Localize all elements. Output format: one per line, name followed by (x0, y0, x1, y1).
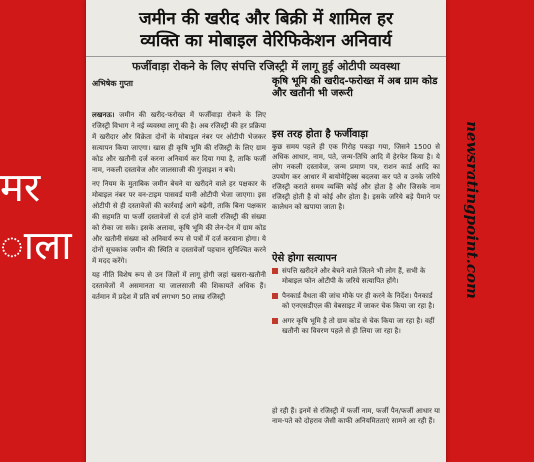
headline-line2: व्यक्ति का मोबाइल वेरिफिकेशन अनिवार्य (140, 31, 392, 51)
paragraph-2: नए नियम के मुताबिक जमीन बेचने या खरीदने वाले हर पक्षकार के मोबाइल नंबर पर वन-टाइम पासवर्ड यानी ओटीपी भेजा जाएगा। इस ओटीपी से ही दस्तावेजों की कार्रवाई आगे बढ़ेगी, ताकि बिना पक्षकार की सहमति या फर्जी दस्तावेजों से दर्ज होने वाली रजिस्ट्री की संख्या को रोका जा सके। इसके अलावा, कृषि भूमि की लेन-देन में ग्राम कोड और खतौनी संख्या को अनिवार्य रूप से पत्रों में दर्ज करवाना होगा। ये दोनों सूचकांक जमीन की स्थिति व दस्तावेजों पहचान सुनिश्चित करने में मदद करेंगे। (92, 180, 266, 265)
headline (86, 0, 446, 52)
sidebar-title: कृषि भूमि की खरीद-फरोख्त में अब ग्राम कोड और खतौनी भी जरूरी (272, 76, 438, 99)
side-text-line2: ाला (0, 223, 72, 269)
list-item-text: संपत्ति खरीदने और बेचने वाले जितने भी लोग हैं, सभी के मोबाइल फोन ओटीपी के जरिये सत्यापित होंगे। (282, 267, 426, 285)
newspaper-clipping (86, 0, 446, 462)
fraud-box-title: इस तरह होता है फर्जीवाड़ा (272, 129, 369, 140)
list-item-text: पैनकार्ड वैधता की जांच मौके पर ही करने के निर्देश। पैनकार्ड को एनएसडीएल की वेबसाइट में जाकर चेक किया जा रहा है। (282, 292, 435, 310)
headline-line1: जमीन की खरीद और बिक्री में शामिल हर (139, 9, 393, 29)
list-item-text: अगर कृषि भूमि है तो ग्राम कोड से चेक किया जा रहा है। वहीं खतौनी का विवरण पहले से ही लिया जा रहा है। (282, 317, 435, 335)
continuation-text: हो रही हैं। इनमें से रजिस्ट्री में फर्जी नाम, फर्जी पैन/फर्जी आधार या नाम-पते को दोहराव जैसी काफी अनियमितताएं सामने आ रही हैं। (272, 407, 440, 425)
paragraph-3: यह नीति विशेष रूप से उन जिलों में लागू होगी जहां खसरा-खतौनी दस्तावेजों में असमानता या जालसाजी की शिकायतें अधिक हैं। वर्तमान में प्रदेश में प्रति वर्ष लगभग 50 लाख रजिस्ट्री (92, 271, 266, 301)
paragraph-1 (92, 110, 266, 176)
main-column (92, 110, 266, 306)
watermark (460, 60, 484, 360)
side-text-line1: मर (0, 165, 41, 211)
byline: अभिषेक गुप्ता (92, 79, 133, 88)
fraud-box-text: कुछ समय पहले ही एक गिरोह पकड़ा गया, जिसने 1500 से अधिक आधार, नाम, पते, जन्म-तिथि आदि में हेरफेर किया है। ये लोग नकली दस्तावेज, जन्म प्रमाण पत्र, राशन कार्ड आदि का उपयोग कर आधार में बायोमेट्रिक्स बदलवा कर पते व उनके जरिये रजिस्ट्री कराते समय व्यक्ति कोई और होता है और जिसके नाम रजिस्ट्री होती है वो कोई और होता है। इसके जरिये बड़े पैमाने पर कालेधन को खपाया जाता है। (272, 143, 440, 211)
verification-title: ऐसे होगा सत्यापन (272, 253, 337, 264)
fraud-box (272, 130, 440, 218)
meta-row (86, 76, 446, 100)
bullet-square-icon (272, 318, 278, 324)
list-item (272, 266, 440, 286)
bullet-square-icon (272, 293, 278, 299)
dateline: लखनऊ। (92, 111, 115, 119)
subheadline: फर्जीवाड़ा रोकने के लिए संपत्ति रजिस्ट्री में लागू हुई ओटीपी व्यवस्था (86, 56, 446, 74)
list-item (272, 291, 440, 311)
list-item (272, 316, 440, 336)
paragraph-1-text: जमीन की खरीद-फरोख्त में फर्जीवाड़ा रोकने के लिए रजिस्ट्री विभाग ने नई व्यवस्था लागू की है। अब रजिस्ट्री की हर प्रक्रिया में खरीदार और विक्रेता दोनों के मोबाइल नंबर पर ओटीपी भेजकर सत्यापन किया जाएगा। खास ही कृषि भूमि की रजिस्ट्री के लिए ग्राम कोड और खतौनी दर्ज करना अनिवार्य कर दिया गया है, ताकि फर्जी नाम, नकली दस्तावेज और जालसाजी की गुंजाइश न बचे। (92, 111, 266, 174)
bullet-square-icon (272, 268, 278, 274)
verification-list (272, 266, 440, 341)
watermark-text: newsratingpoint.com (463, 121, 481, 299)
